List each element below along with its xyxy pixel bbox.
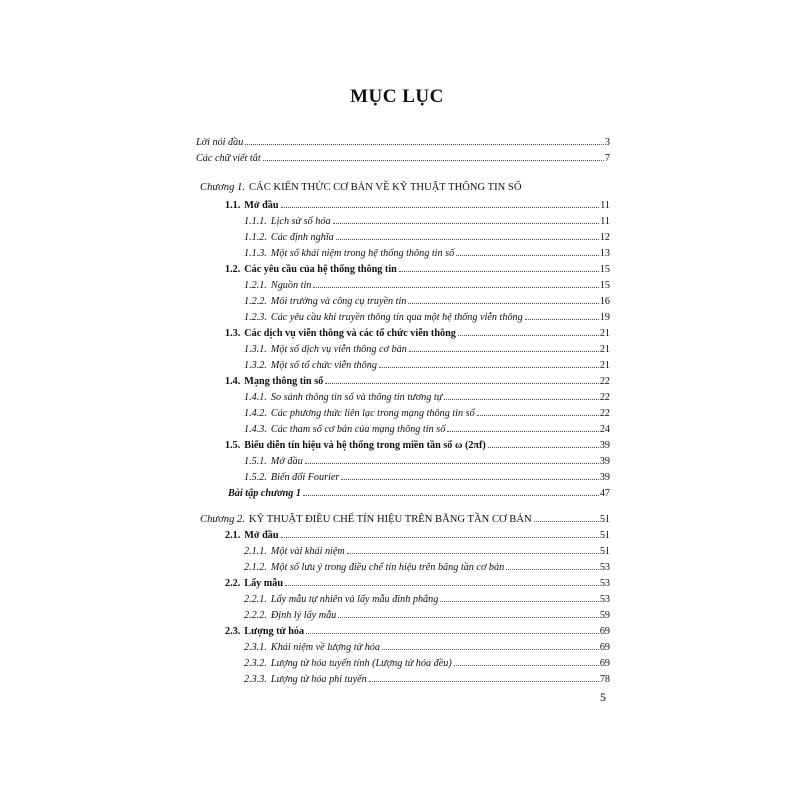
dot-leader <box>477 415 599 416</box>
toc-entry-label: Các chữ viết tắt <box>196 153 261 164</box>
toc-entry <box>244 310 610 326</box>
toc-entry <box>225 624 610 640</box>
toc-entry-label: Các yêu cầu khi truyền thông tin qua một hệ thống viễn thông <box>270 312 523 323</box>
toc-entry-page: 69 <box>599 626 610 637</box>
toc-entry-page: 11 <box>600 200 610 211</box>
toc-entry <box>244 608 610 624</box>
dot-leader <box>333 223 600 224</box>
toc-entry-page: 22 <box>599 392 610 403</box>
toc-entry-label: So sánh thông tin số và thông tin tương tự <box>270 392 443 403</box>
toc-entry-number: 1.2.1. <box>244 280 267 291</box>
toc-entry-page: 22 <box>599 408 610 419</box>
toc-entry-page: 69 <box>599 642 610 653</box>
dot-leader <box>336 239 599 240</box>
toc-entry-page: 21 <box>599 360 610 371</box>
dot-leader <box>281 207 600 208</box>
toc-entry-label: Lượng tử hóa <box>244 626 305 637</box>
toc-entry <box>244 454 610 470</box>
toc-entry <box>244 358 610 374</box>
toc-entry-label: Bài tập chương 1 <box>228 488 301 499</box>
toc-entry-label: Một số lưu ý trong điều chế tín hiệu trên băng tần cơ bản <box>270 562 505 573</box>
toc-entry <box>244 406 610 422</box>
dot-leader <box>534 521 599 522</box>
toc-entry-page: 39 <box>599 456 610 467</box>
page-title: MỤC LỤC <box>350 86 444 107</box>
toc-entry-page: 53 <box>599 578 610 589</box>
toc-entry-label: Một số dịch vụ viễn thông cơ bản <box>270 344 407 355</box>
toc-entry <box>244 390 610 406</box>
toc-entry-number: 2.3.1. <box>244 642 267 653</box>
toc-entry-page: 3 <box>604 137 610 148</box>
toc-entry-page: 21 <box>599 328 610 339</box>
toc-entry-number: 2.2. <box>225 578 241 589</box>
toc-entry-number: 1.4. <box>225 376 241 387</box>
toc-entry-label: Các dịch vụ viễn thông và các tổ chức viễn thông <box>244 328 456 339</box>
toc-entry-label: Biến đổi Fourier <box>270 472 340 483</box>
toc-entry-page: 21 <box>599 344 610 355</box>
toc-entry-page: 15 <box>599 264 610 275</box>
toc-entry-label: Mở đầu <box>244 530 279 541</box>
toc-entry-label: Các tham số cơ bản của mạng thông tin số <box>270 424 446 435</box>
toc-entry-number: 1.4.3. <box>244 424 267 435</box>
dot-leader <box>488 447 599 448</box>
dot-leader <box>456 255 599 256</box>
toc-entry-label: Các phương thức liên lạc trong mạng thông tin số <box>270 408 475 419</box>
toc-entry-page: 19 <box>599 312 610 323</box>
dot-leader <box>454 665 599 666</box>
toc-entry <box>225 262 610 278</box>
toc-entry-label: Lấy mẫu <box>244 578 284 589</box>
toc-entry-number: Chương 2. <box>200 514 245 525</box>
toc-entry-number: 1.5.1. <box>244 456 267 467</box>
dot-leader <box>338 617 599 618</box>
toc-entry-page: 15 <box>599 280 610 291</box>
toc-entry-number: 1.1.2. <box>244 232 267 243</box>
dot-leader <box>409 351 599 352</box>
toc-entry-number: 1.1.3. <box>244 248 267 259</box>
toc-entry <box>225 374 610 390</box>
toc-entry <box>244 656 610 672</box>
dot-leader <box>313 287 598 288</box>
dot-leader <box>399 271 599 272</box>
toc-entry <box>244 246 610 262</box>
toc-entry <box>244 544 610 560</box>
toc-entry-label: Định lý lấy mẫu <box>270 610 337 621</box>
toc-entry-page: 51 <box>599 530 610 541</box>
toc-entry-page: 51 <box>599 514 610 525</box>
toc-entry <box>244 294 610 310</box>
toc-entry-number: 1.5.2. <box>244 472 267 483</box>
toc-entry-page: 7 <box>604 153 610 164</box>
toc-entry-label: Một số tổ chức viễn thông <box>270 360 377 371</box>
toc-entry-number: 1.2. <box>225 264 241 275</box>
dot-leader <box>379 367 599 368</box>
dot-leader <box>408 303 598 304</box>
toc-entry <box>244 230 610 246</box>
toc-entry <box>244 214 610 230</box>
toc-entry-label: Mạng thông tin số <box>244 376 324 387</box>
dot-leader <box>303 495 599 496</box>
toc-entry-page: 47 <box>599 488 610 499</box>
toc-entry-page: 69 <box>599 658 610 669</box>
toc-entry-label: Biểu diễn tín hiệu và hệ thống trong miền tần số ω (2πf) <box>244 440 486 451</box>
toc-entry-page: 51 <box>599 546 610 557</box>
toc-entry-number: 1.2.3. <box>244 312 267 323</box>
toc-entry-label: Mở đầu <box>270 456 303 467</box>
dot-leader <box>347 553 599 554</box>
dot-leader <box>458 335 599 336</box>
toc-entry-page: 11 <box>600 216 610 227</box>
toc-entry-number: 1.3.2. <box>244 360 267 371</box>
toc-entry-label: Lượng tử hóa phi tuyến <box>270 674 367 685</box>
toc-entry-number: 1.1.1. <box>244 216 267 227</box>
toc-entry-label: KỸ THUẬT ĐIỀU CHẾ TÍN HIỆU TRÊN BĂNG TẦN CƠ BẢN <box>248 514 532 525</box>
toc-entry-number: 1.3.1. <box>244 344 267 355</box>
toc-entry-label: CÁC KIẾN THỨC CƠ BẢN VỀ KỸ THUẬT THÔNG TIN SỐ <box>248 182 522 193</box>
toc-entry <box>244 422 610 438</box>
toc-entry-number: 2.2.1. <box>244 594 267 605</box>
toc-entry <box>244 278 610 294</box>
dot-leader <box>306 633 599 634</box>
toc-entry <box>225 528 610 544</box>
toc-entry-page: 12 <box>599 232 610 243</box>
toc-entry <box>228 486 610 502</box>
toc-entry-label: Lượng tử hóa tuyến tính (Lượng tử hóa đều) <box>270 658 452 669</box>
page-number: 5 <box>600 690 606 704</box>
toc-entry <box>225 438 610 454</box>
toc-entry-label: Lời nói đầu <box>196 137 244 148</box>
toc-entry-label: Các định nghĩa <box>270 232 334 243</box>
dot-leader <box>285 585 599 586</box>
toc-entry-page: 13 <box>599 248 610 259</box>
toc-entry-number: 2.1.1. <box>244 546 267 557</box>
toc-entry-page: 24 <box>599 424 610 435</box>
toc-entry <box>244 672 610 688</box>
toc-entry-number: 1.1. <box>225 200 241 211</box>
toc-entry-number: 1.2.2. <box>244 296 267 307</box>
toc-entry-label: Lấy mẫu tự nhiên và lấy mẫu đỉnh phẳng <box>270 594 439 605</box>
dot-leader <box>281 537 599 538</box>
toc-entry-label: Một vài khái niệm <box>270 546 345 557</box>
dot-leader <box>525 319 599 320</box>
toc-entry <box>225 326 610 342</box>
toc-entry-label: Khái niệm về lượng tử hóa <box>270 642 380 653</box>
toc-entry-number: 2.3. <box>225 626 241 637</box>
toc-entry-number: 2.3.2. <box>244 658 267 669</box>
toc-entry <box>200 180 610 196</box>
dot-leader <box>447 431 599 432</box>
toc-entry-page: 78 <box>599 674 610 685</box>
toc-entry-page: 39 <box>599 472 610 483</box>
toc-entry-page: 16 <box>599 296 610 307</box>
toc-entry-page: 39 <box>599 440 610 451</box>
toc-entry <box>244 560 610 576</box>
dot-leader <box>382 649 599 650</box>
toc-entry-label: Các yêu cầu của hệ thống thông tin <box>244 264 397 275</box>
toc-entry <box>244 640 610 656</box>
toc-entry <box>244 592 610 608</box>
toc-entry-label: Mở đầu <box>244 200 279 211</box>
toc-entry-number: 2.3.3. <box>244 674 267 685</box>
toc-entry <box>200 512 610 528</box>
dot-leader <box>369 681 599 682</box>
toc-entry-page: 22 <box>599 376 610 387</box>
toc-entry <box>196 151 610 167</box>
toc-entry-label: Lịch sử số hóa <box>270 216 331 227</box>
toc-entry-number: Chương 1. <box>200 182 245 193</box>
dot-leader <box>325 383 599 384</box>
toc-entry-number: 1.4.1. <box>244 392 267 403</box>
toc-entry-number: 1.5. <box>225 440 241 451</box>
toc-entry <box>244 342 610 358</box>
toc-entry <box>225 576 610 592</box>
toc-entry-number: 2.1. <box>225 530 241 541</box>
dot-leader <box>440 601 598 602</box>
toc-entry-page: 59 <box>599 610 610 621</box>
toc-entry-number: 2.1.2. <box>244 562 267 573</box>
toc-entry-number: 1.4.2. <box>244 408 267 419</box>
dot-leader <box>506 569 599 570</box>
toc-entry-page: 53 <box>599 562 610 573</box>
dot-leader <box>263 160 604 161</box>
toc-entry-page: 53 <box>599 594 610 605</box>
toc-entry-label: Môi trường và công cụ truyền tin <box>270 296 407 307</box>
toc-entry <box>196 135 610 151</box>
dot-leader <box>444 399 599 400</box>
toc-entry-number: 2.2.2. <box>244 610 267 621</box>
dot-leader <box>245 144 604 145</box>
toc-entry <box>244 470 610 486</box>
toc-entry-label: Nguồn tin <box>270 280 312 291</box>
dot-leader <box>305 463 599 464</box>
toc-entry <box>225 198 610 214</box>
toc-entry-label: Một số khái niệm trong hệ thống thông tin số <box>270 248 455 259</box>
dot-leader <box>341 479 598 480</box>
toc-entry-number: 1.3. <box>225 328 241 339</box>
